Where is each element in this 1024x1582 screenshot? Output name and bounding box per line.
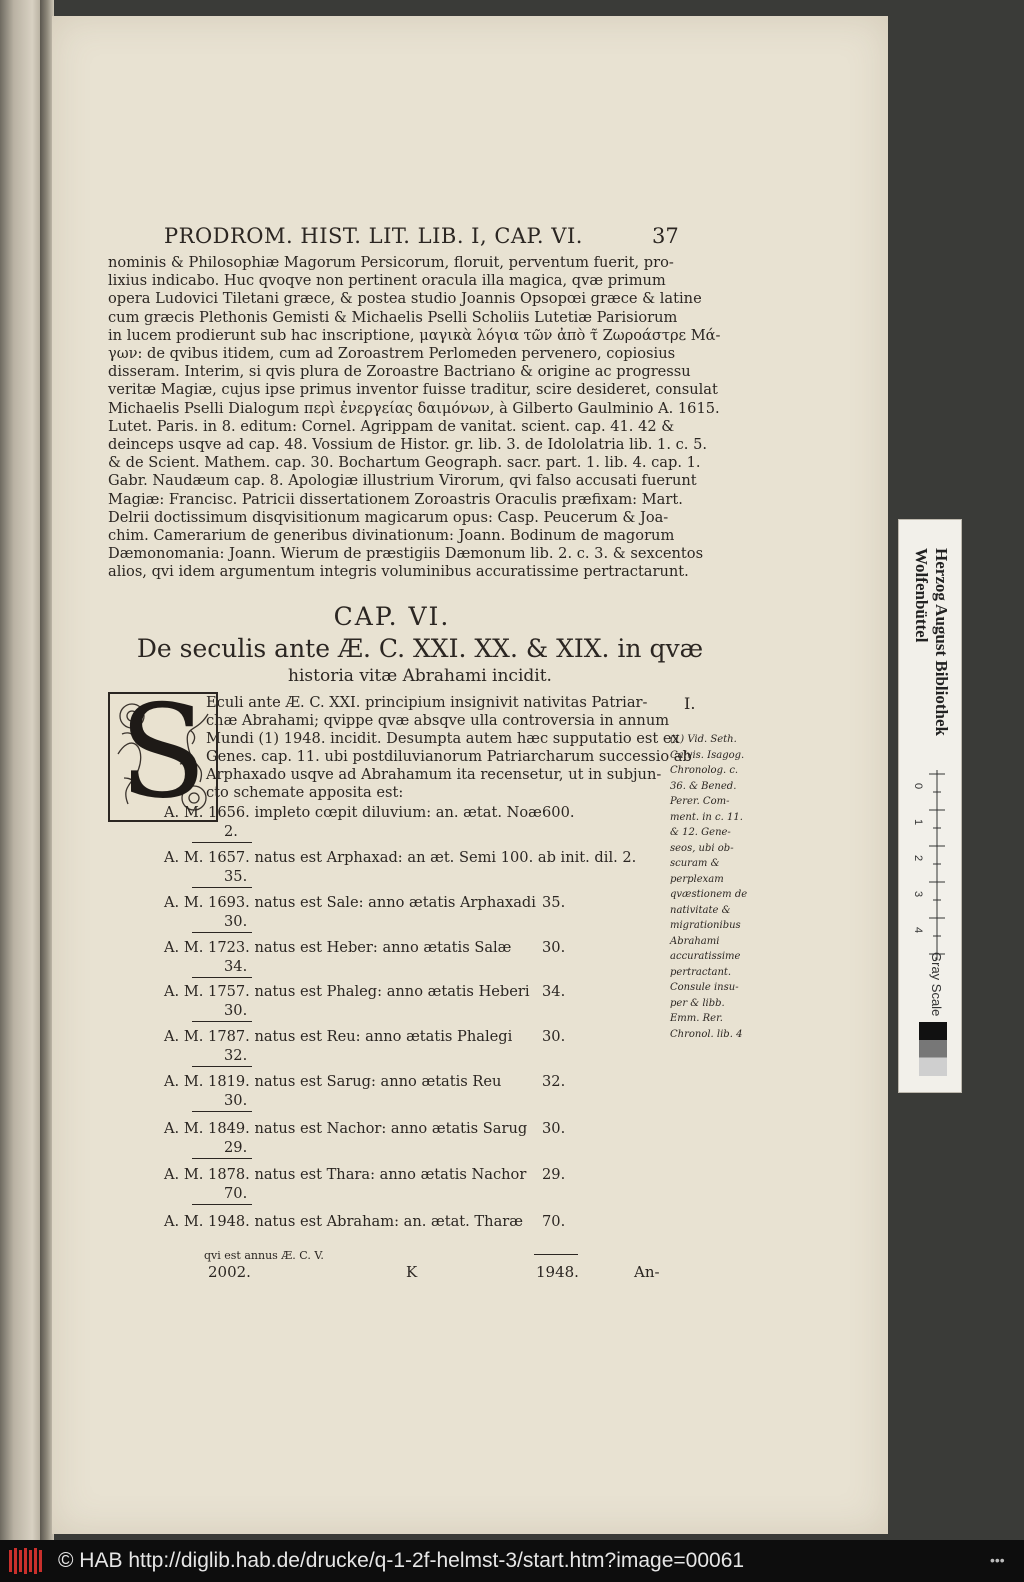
ruler-tick-label: 3 [912, 890, 925, 898]
marginal-line: Abrahami [670, 935, 720, 947]
running-head: PRODROM. HIST. LIT. LIB. I, CAP. VI. [164, 224, 583, 248]
schema-interval: 70. [224, 1185, 248, 1202]
paragraph-line: alios, qvi idem argumentum integris voluminibus accuratissime pertractarunt. [108, 563, 689, 581]
marginal-note [670, 732, 770, 1042]
intro-line: Mundi (1) 1948. incidit. Desumpta autem hæc supputatio est ex [206, 730, 680, 747]
strip-label [911, 548, 951, 736]
marginal-line: & 12. Gene- [670, 827, 731, 838]
schema-interval: 32. [224, 1047, 248, 1064]
schema-row-text: A. M. 1849. natus est Nachor: anno ætatis Sarug [164, 1120, 528, 1137]
marginal-line: per & libb. [670, 997, 725, 1009]
schema-row-text: A. M. 1878. natus est Thara: anno ætatis Nachor [164, 1166, 527, 1183]
paragraph-line: & de Scient. Mathem. cap. 30. Bochartum Geograph. sacr. part. 1. lib. 4. cap. 1. [108, 454, 701, 472]
schema-interval: 2. [224, 823, 238, 840]
page-number: 37 [652, 224, 679, 248]
marginal-line: qvæstionem de [670, 889, 748, 900]
schema-row-text: A. M. 1819. natus est Sarug: anno ætatis Reu [164, 1073, 502, 1090]
paragraph-line: chim. Camerarium de generibus divinationum: Joann. Bodinum de magorum [108, 527, 675, 545]
schema-footer-note: qvi est annus Æ. C. V. [204, 1249, 324, 1262]
paragraph-line: lixius indicabo. Huc qvoqve non pertinent oracula illa magica, qvæ primum [108, 272, 666, 290]
ruler-tick-label: 2 [912, 854, 925, 862]
paragraph-line: Dæmonomania: Joann. Wierum de præstigiis Dæmonum lib. 2. c. 3. & sexcentos [108, 545, 704, 563]
gray-swatch [919, 1022, 947, 1076]
decorated-initial [108, 692, 218, 822]
ruler-tick-label: 1 [912, 818, 925, 826]
intro-line: chæ Abrahami; qvippe qvæ absqve ulla controversia in annum [206, 712, 670, 729]
schema-row-text: A. M. 1787. natus est Reu: anno ætatis Phalegi [164, 1028, 513, 1045]
intro-line: Arphaxado usqve ad Abrahamum ita recensetur, ut in subjun- [206, 766, 662, 783]
schema-row-text: A. M. 1757. natus est Phaleg: anno ætatis Heberi [164, 983, 530, 1000]
paragraph-line: disseram. Interim, si qvis plura de Zoroastre Bactriano & origine ac progressu [108, 363, 691, 381]
hab-logo-icon [8, 1546, 46, 1576]
ruler-tick-label: 4 [912, 926, 925, 934]
schema-row [164, 1028, 566, 1045]
schema-row-value: 35. [542, 894, 566, 911]
paragraph-line: veritæ Magiæ, cujus ipse primus inventor fuisse traditur, scire desideret, consulat [108, 381, 718, 399]
schema-rule [192, 1158, 252, 1159]
paragraph-line: Lutet. Paris. in 8. editum: Cornel. Agrippam de vanitat. scient. cap. 41. 42 & [108, 417, 675, 435]
marginal-line: Consule insu- [670, 982, 739, 993]
marginal-line: Chronolog. c. [670, 765, 739, 776]
paragraph-line: γων: de qvibus itidem, cum ad Zoroastrem Perlomeden pervenero, copiosius [108, 345, 676, 363]
chapter-subtitle-2: historia vitæ Abrahami incidit. [288, 666, 552, 686]
marginal-line: perplexam [670, 873, 724, 885]
schema-row [164, 983, 566, 1000]
schema-rule [192, 887, 252, 888]
marginal-line: accuratissime [670, 951, 741, 962]
schema-row [164, 1120, 566, 1137]
schema-interval: 30. [224, 913, 248, 930]
schema-row [164, 939, 566, 956]
schema-row [164, 804, 575, 821]
schema-row [164, 1166, 566, 1183]
schema-rule [192, 1021, 252, 1022]
paragraph-line: nominis & Philosophiæ Magorum Persicorum, floruit, perventum fuerit, pro- [108, 254, 674, 271]
ruler-tick-labels [903, 768, 925, 948]
schema-row [164, 1213, 566, 1230]
ruler-tick-label: 0 [912, 782, 925, 790]
chapter-title: CAP. VI. [333, 602, 451, 631]
schema-rule [192, 1066, 252, 1067]
paragraph-line: opera Ludovici Tiletani græce, & postea studio Joannis Opsopœi græce & latine [108, 290, 702, 308]
marginal-line: nativitate & [670, 904, 731, 916]
marginal-line: seos, ubi ob- [670, 842, 734, 854]
schema-row-text: A. M. 1723. natus est Heber: anno ætatis Salæ [164, 939, 512, 956]
footer-bar [0, 1540, 1024, 1582]
schema-rule [192, 977, 252, 978]
marginal-line: Chronol. lib. 4 [670, 1028, 743, 1040]
marginal-line: migrationibus [670, 920, 741, 931]
schema-row [164, 1073, 566, 1090]
marginal-line: 36. & Bened. [670, 780, 737, 792]
initial-letter: S [119, 692, 207, 822]
schema-total: 1948. [536, 1263, 579, 1281]
schema-row-text: A. M. 1693. natus est Sale: anno ætatis Arphaxadi [164, 894, 536, 911]
schema-row-value: 30. [542, 939, 566, 956]
book-page [52, 16, 888, 1534]
scale-strip [898, 519, 962, 1093]
schema-row-value: 30. [542, 1120, 566, 1137]
schema-row-value: 29. [542, 1166, 566, 1183]
schema-row-value: 600. [542, 804, 575, 821]
chapter-subtitle: De seculis ante Æ. C. XXI. XX. & XIX. in qvæ [136, 634, 704, 663]
more-options-icon[interactable]: ••• [990, 1552, 1005, 1568]
catchword: An- [634, 1263, 660, 1281]
schema-interval: 30. [224, 1002, 248, 1019]
schema-rule [192, 842, 252, 843]
copyright-url[interactable]: © HAB http://diglib.hab.de/drucke/q-1-2f-helmst-3/start.htm?image=00061 [58, 1549, 745, 1572]
schema-rule [192, 1111, 252, 1112]
marginal-line: Perer. Com- [670, 796, 730, 807]
schema-row-text: A. M. 1656. impleto cœpit diluvium: an. ætat. Noæ [164, 804, 542, 821]
schema-interval: 35. [224, 868, 248, 885]
main-paragraph [108, 254, 732, 582]
schema-row-value: 70. [542, 1213, 566, 1230]
strip-institution: Herzog August Bibliothek [932, 548, 951, 736]
page-content [52, 16, 888, 1534]
paragraph-line: Gabr. Naudæum cap. 8. Apologiæ illustrium Virorum, qvi falso accusati fuerunt [108, 472, 697, 490]
marginal-line: scuram & [670, 858, 720, 869]
sum-rule [534, 1254, 578, 1255]
paragraph-line: Delrii doctissimum disqvisitionum magicarum opus: Casp. Peucerum & Joa- [108, 508, 669, 526]
intro-line: Genes. cap. 11. ubi postdiluvianorum Patriarcharum successio ab [206, 748, 692, 765]
section-intro [206, 694, 692, 802]
marginal-line: ment. in c. 11. [670, 811, 743, 823]
marginal-line: (1) Vid. Seth. [670, 734, 737, 745]
schema-interval: 34. [224, 958, 248, 975]
schema-rule [192, 1204, 252, 1205]
paragraph-line: in lucem prodierunt sub hac inscriptione, μαγικὰ λόγια τῶν ἀπὸ τ̃ Ζωροάστρε Μά- [108, 326, 721, 344]
schema-row-text: A. M. 1657. natus est Arphaxad: an æt. Semi 100. ab init. dil. 2. [164, 849, 637, 866]
schema-rule [192, 932, 252, 933]
schema-row-text: A. M. 1948. natus est Abraham: an. ætat. Tharæ [164, 1213, 523, 1230]
paragraph-line: cum græcis Plethonis Gemisti & Michaelis Pselli Scholiis Lutetiæ Parisiorum [108, 308, 678, 326]
paragraph-line: Michaelis Pselli Dialogum περὶ ἐνεργείας δαιμόνων, à Gilberto Gaulminio A. 1615. [108, 399, 720, 417]
schema-row-value: 34. [542, 983, 566, 1000]
schema-row-value: 32. [542, 1073, 566, 1090]
gray-scale-label: Gray Scale [929, 952, 944, 1017]
marginal-line: Calvis. Isagog. [670, 749, 745, 761]
strip-city: Wolfenbüttel [912, 548, 931, 643]
marginal-line: pertractant. [670, 966, 732, 978]
schema-row [164, 894, 566, 911]
intro-line: cto schemate apposita est: [206, 784, 404, 801]
intro-line: Eculi ante Æ. C. XXI. principium insignivit nativitas Patriar- [206, 694, 648, 711]
schema-row-value: 30. [542, 1028, 566, 1045]
schema-interval: 29. [224, 1139, 248, 1156]
paragraph-line: deinceps usqve ad cap. 48. Vossium de Histor. gr. lib. 3. de Idololatria lib. 1. c. 5. [108, 436, 707, 454]
schema-interval: 30. [224, 1092, 248, 1109]
schema-row [164, 849, 636, 866]
section-number: I. [684, 694, 696, 713]
paragraph-line: Magiæ: Francisc. Patricii dissertationem Zoroastris Oraculis præfixam: Mart. [108, 490, 683, 508]
signature-mark: K [406, 1263, 418, 1281]
marginal-line: Emm. Rer. [670, 1013, 723, 1024]
schema-footer-year: 2002. [208, 1263, 251, 1281]
